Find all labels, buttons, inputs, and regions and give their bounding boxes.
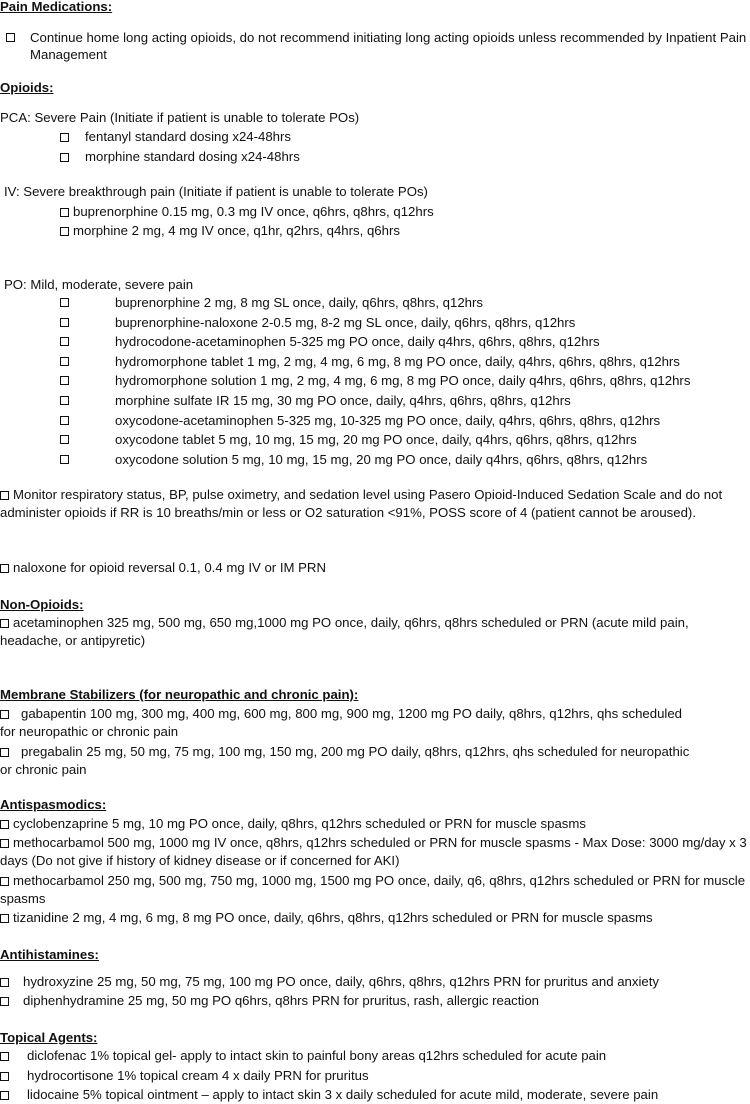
- antispasmodics-header: Antispasmodics:: [0, 797, 107, 812]
- po-item[interactable]: hydrocodone-acetaminophen 5-325 mg PO once, daily q4hrs, q6hrs, q8hrs, q12hrs: [0, 333, 750, 353]
- po-item[interactable]: buprenorphine 2 mg, 8 mg SL once, daily, q6hrs, q8hrs, q12hrs: [0, 294, 750, 314]
- checkbox-icon[interactable]: [60, 153, 69, 162]
- po-item[interactable]: buprenorphine-naloxone 2-0.5 mg, 8-2 mg SL once, daily, q6hrs, q8hrs, q12hrs: [0, 314, 750, 334]
- checkbox-icon[interactable]: [0, 914, 9, 923]
- topical-agents-header: Topical Agents:: [0, 1030, 98, 1045]
- membrane-stabilizers-header: Membrane Stabilizers (for neuropathic and chronic pain):: [0, 687, 359, 702]
- po-label: PO: Mild, moderate, severe pain: [4, 277, 194, 292]
- checkbox-icon[interactable]: [60, 416, 69, 425]
- checkbox-icon[interactable]: [0, 820, 9, 829]
- checkbox-icon[interactable]: [0, 978, 9, 987]
- diphenhydramine-item[interactable]: diphenhydramine 25 mg, 50 mg PO q6hrs, q8hrs PRN for pruritus, rash, allergic reaction: [0, 992, 750, 1010]
- iv-item[interactable]: morphine 2 mg, 4 mg IV once, q1hr, q2hrs, q4hrs, q6hrs: [60, 222, 750, 240]
- checkbox-icon[interactable]: [0, 839, 9, 848]
- acetaminophen-item[interactable]: acetaminophen 325 mg, 500 mg, 650 mg,1000 mg PO once, daily, q6hrs, q8hrs scheduled or PRN (acute mild pain, headache, or antipyretic): [0, 615, 689, 648]
- iv-label: IV: Severe breakthrough pain (Initiate if patient is unable to tolerate POs): [4, 184, 428, 199]
- cyclobenzaprine-item[interactable]: cyclobenzaprine 5 mg, 10 mg PO once, daily, q8hrs, q12hrs scheduled or PRN for muscle spasms: [0, 815, 750, 833]
- checkbox-icon[interactable]: [0, 1052, 9, 1061]
- opioids-header: Opioids:: [0, 80, 54, 95]
- pca-item[interactable]: fentanyl standard dosing x24-48hrs: [60, 128, 750, 146]
- po-item[interactable]: oxycodone tablet 5 mg, 10 mg, 15 mg, 20 mg PO once, daily, q4hrs, q6hrs, q8hrs, q12hrs: [0, 431, 750, 451]
- checkbox-icon[interactable]: [0, 1091, 9, 1100]
- checkbox-icon[interactable]: [60, 133, 69, 142]
- checkbox-icon[interactable]: [0, 748, 9, 757]
- diclofenac-item[interactable]: diclofenac 1% topical gel- apply to intact skin to painful bony areas q12hrs scheduled for acute pain: [0, 1047, 750, 1065]
- po-item[interactable]: morphine sulfate IR 15 mg, 30 mg PO once, daily, q4hrs, q6hrs, q8hrs, q12hrs: [0, 392, 750, 412]
- pregabalin-item[interactable]: pregabalin 25 mg, 50 mg, 75 mg, 100 mg, 150 mg, 200 mg PO daily, q8hrs, q12hrs, qhs scheduled for neuropathic or chronic pain: [0, 744, 690, 777]
- checkbox-icon[interactable]: [0, 710, 9, 719]
- checkbox-icon[interactable]: [0, 619, 9, 628]
- lidocaine-item[interactable]: lidocaine 5% topical ointment – apply to intact skin 3 x daily scheduled for acute mild, moderate, severe pain: [0, 1086, 750, 1104]
- methocarbamol-po-item[interactable]: methocarbamol 250 mg, 500 mg, 750 mg, 1000 mg, 1500 mg PO once, daily, q6, q8hrs, q12hrs scheduled or PRN for muscle spasms: [0, 873, 746, 906]
- checkbox-icon[interactable]: [60, 376, 69, 385]
- hydroxyzine-item[interactable]: hydroxyzine 25 mg, 50 mg, 75 mg, 100 mg PO once, daily, q6hrs, q8hrs, q12hrs PRN for pruritus and anxiety: [0, 973, 750, 991]
- po-item[interactable]: hydromorphone tablet 1 mg, 2 mg, 4 mg, 6 mg, 8 mg PO once, daily, q4hrs, q6hrs, q8hrs, q12hrs: [0, 353, 750, 373]
- checkbox-icon[interactable]: [0, 491, 9, 500]
- po-item[interactable]: oxycodone solution 5 mg, 10 mg, 15 mg, 20 mg PO once, daily q4hrs, q6hrs, q8hrs, q12hrs: [0, 451, 750, 471]
- po-item[interactable]: oxycodone-acetaminophen 5-325 mg, 10-325 mg PO once, daily, q4hrs, q6hrs, q8hrs, q12hrs: [0, 412, 750, 432]
- naloxone-item[interactable]: naloxone for opioid reversal 0.1, 0.4 mg IV or IM PRN: [0, 559, 750, 577]
- checkbox-icon[interactable]: [60, 208, 69, 217]
- checkbox-icon[interactable]: [60, 227, 69, 236]
- checkbox-icon[interactable]: [0, 1072, 9, 1081]
- checkbox-icon[interactable]: [60, 298, 69, 307]
- pca-item[interactable]: morphine standard dosing x24-48hrs: [60, 148, 750, 166]
- po-item[interactable]: hydromorphone solution 1 mg, 2 mg, 4 mg, 6 mg, 8 mg PO once, daily q4hrs, q6hrs, q8hrs, q12hrs: [0, 372, 750, 392]
- checkbox-icon[interactable]: [60, 357, 69, 366]
- gabapentin-item[interactable]: gabapentin 100 mg, 300 mg, 400 mg, 600 mg, 800 mg, 900 mg, 1200 mg PO daily, q8hrs, q12hrs, qhs scheduled for neuropathic or chronic pain: [0, 706, 683, 739]
- monitor-item[interactable]: Monitor respiratory status, BP, pulse oximetry, and sedation level using Pasero Opioid-Induced Sedation Scale and do not administer opioids if RR is 10 breaths/min or less or O2 saturation <91%, POSS score of 4 (patient cannot be aroused).: [0, 487, 723, 520]
- hydrocortisone-item[interactable]: hydrocortisone 1% topical cream 4 x daily PRN for pruritus: [0, 1067, 750, 1085]
- checkbox-icon[interactable]: [60, 396, 69, 405]
- checkbox-icon[interactable]: [60, 435, 69, 444]
- checkbox-icon[interactable]: [0, 997, 9, 1006]
- tizanidine-item[interactable]: tizanidine 2 mg, 4 mg, 6 mg, 8 mg PO once, daily, q6hrs, q8hrs, q12hrs scheduled or PRN for muscle spasms: [0, 909, 750, 927]
- checkbox-icon[interactable]: [0, 877, 9, 886]
- pain-medications-header: Pain Medications:: [0, 0, 113, 14]
- checkbox-icon[interactable]: [60, 455, 69, 464]
- methocarbamol-iv-item[interactable]: methocarbamol 500 mg, 1000 mg IV once, q8hrs, q12hrs scheduled or PRN for muscle spasms - Max Dose: 3000 mg/day x 3 days (Do not give if history of kidney disease or if concerned for AKI): [0, 835, 747, 868]
- non-opioids-header: Non-Opioids:: [0, 597, 84, 612]
- checkbox-icon[interactable]: [60, 337, 69, 346]
- pca-label: PCA: Severe Pain (Initiate if patient is unable to tolerate POs): [0, 110, 360, 125]
- checkbox-icon[interactable]: [0, 564, 9, 573]
- checkbox-icon[interactable]: [6, 33, 15, 42]
- pain-meds-item[interactable]: Continue home long acting opioids, do not recommend initiating long acting opioids unless recommended by Inpatient Pain Management: [0, 29, 750, 63]
- checkbox-icon[interactable]: [60, 318, 69, 327]
- po-list: [0, 294, 750, 470]
- iv-item[interactable]: buprenorphine 0.15 mg, 0.3 mg IV once, q6hrs, q8hrs, q12hrs: [60, 203, 750, 221]
- antihistamines-header: Antihistamines:: [0, 947, 99, 962]
